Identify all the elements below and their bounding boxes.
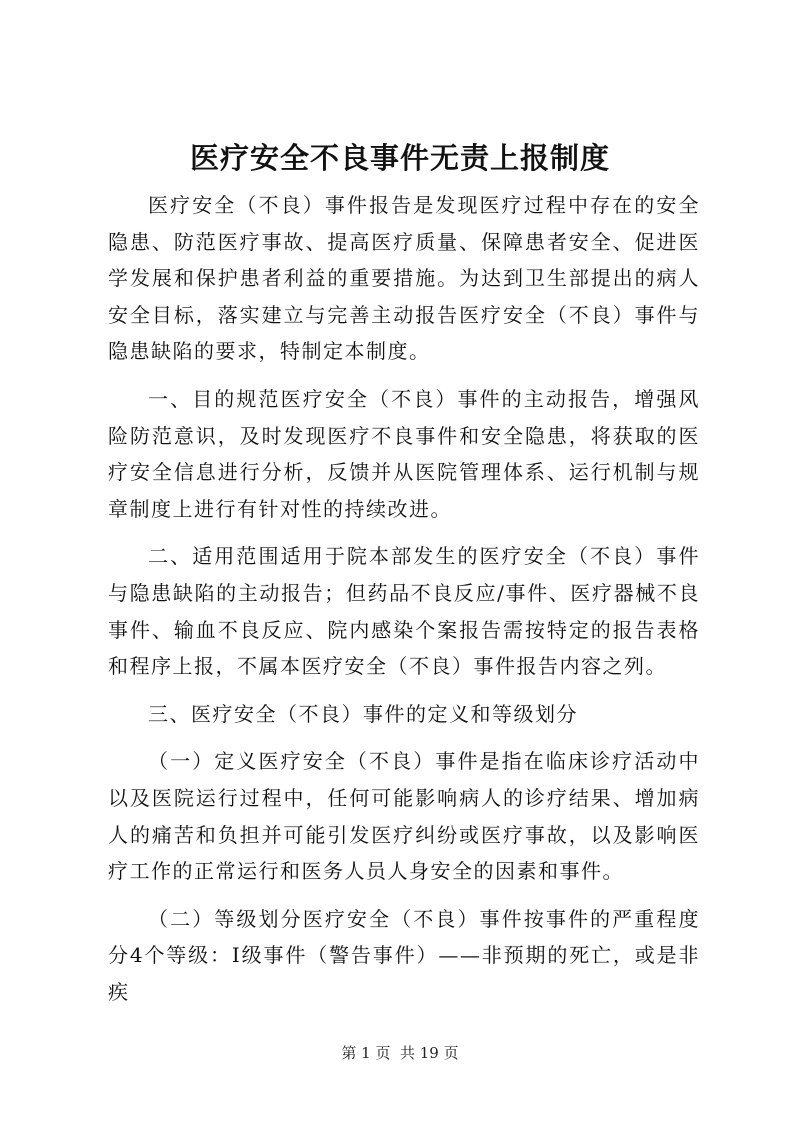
paragraph-grading: （二）等级划分医疗安全（不良）事件按事件的严重程度分4个等级：Ⅰ级事件（警告事件）——非预期的死亡，或是非疾 — [108, 906, 700, 1004]
document-body — [108, 187, 700, 1010]
page-footer — [0, 1043, 800, 1063]
paragraph-intro: 医疗安全（不良）事件报告是发现医疗过程中存在的安全隐患、防范医疗事故、提高医疗质量、保障患者安全、促进医学发展和保护患者利益的重要措施。为达到卫生部提出的病人安全目标，落实建立与完善主动报告医疗安全（不良）事件与隐患缺陷的要求，特制定本制度。 — [108, 193, 700, 364]
paragraph-section-three-heading: 三、医疗安全（不良）事件的定义和等级划分 — [148, 701, 578, 726]
paragraph-scope: 二、适用范围适用于院本部发生的医疗安全（不良）事件与隐患缺陷的主动报告；但药品不良反应/事件、医疗器械不良事件、输血不良反应、院内感染个案报告需按特定的报告表格和程序上报，不属本医疗安全（不良）事件报告内容之列。 — [108, 544, 700, 679]
document-title: 医疗安全不良事件无责上报制度 — [189, 141, 610, 175]
paragraph-purpose: 一、目的规范医疗安全（不良）事件的主动报告，增强风险防范意识，及时发现医疗不良事件和安全隐患，将获取的医疗安全信息进行分析，反馈并从医院管理体系、运行机制与规章制度上进行有针对性的持续改进。 — [108, 386, 700, 521]
page-number-label: 第 1 页 共 19 页 — [341, 1044, 459, 1062]
paragraph-definition: （一）定义医疗安全（不良）事件是指在临床诊疗活动中以及医院运行过程中，任何可能影响病人的诊疗结果、增加病人的痛苦和负担并可能引发医疗纠纷或医疗事故，以及影响医疗工作的正常运行和医务人员人身安全的因素和事件。 — [108, 749, 700, 884]
